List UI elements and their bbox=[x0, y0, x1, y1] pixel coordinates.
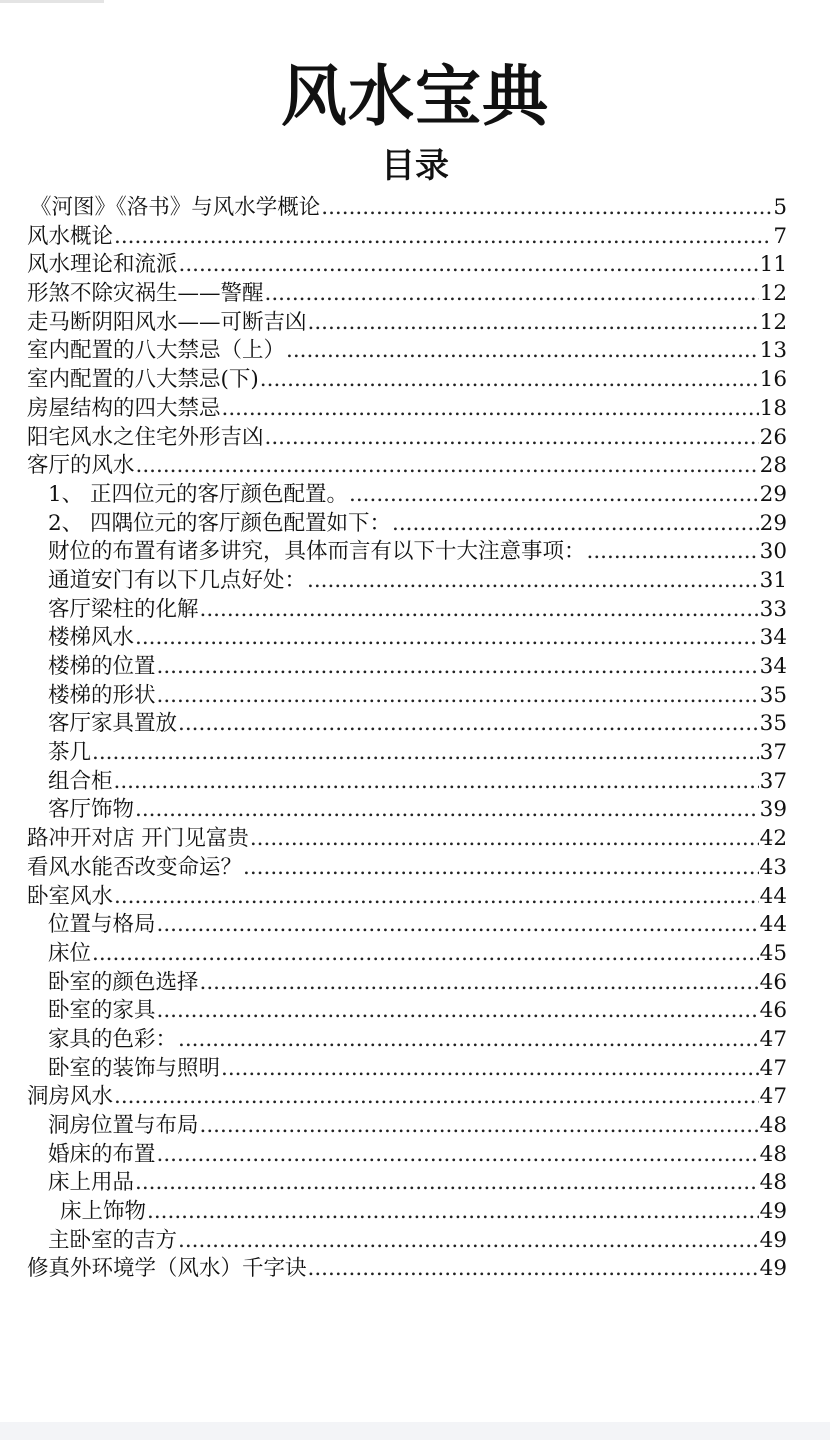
toc-page-number: 49 bbox=[759, 1199, 787, 1225]
toc-entry-title: 主卧室的吉方 bbox=[48, 1227, 178, 1253]
toc-page-number: 37 bbox=[759, 740, 787, 766]
toc-page-number: 43 bbox=[759, 854, 787, 880]
toc-entry[interactable] bbox=[0, 395, 830, 424]
toc-entry-title: 客厅梁柱的化解 bbox=[48, 596, 199, 622]
toc-entry-title: 2、 四隅位元的客厅颜色配置如下： bbox=[48, 510, 392, 536]
toc-dot-leader bbox=[157, 1141, 759, 1170]
toc-dot-leader bbox=[114, 883, 759, 912]
toc-entry[interactable] bbox=[0, 940, 830, 969]
toc-entry-title: 家具的色彩： bbox=[48, 1026, 178, 1052]
toc-entry-title: 茶几 bbox=[48, 740, 92, 766]
toc-page-number: 29 bbox=[759, 481, 787, 507]
toc-dot-leader bbox=[179, 251, 759, 280]
toc-page-number: 49 bbox=[759, 1256, 787, 1282]
toc-entry-title: 风水概论 bbox=[27, 223, 114, 249]
toc-dot-leader bbox=[265, 424, 759, 453]
toc-page-number: 26 bbox=[759, 424, 787, 450]
toc-entry[interactable] bbox=[0, 1255, 830, 1284]
viewer-bottom-bar bbox=[0, 1422, 830, 1440]
toc-entry[interactable] bbox=[0, 825, 830, 854]
toc-page-number: 47 bbox=[759, 1055, 787, 1081]
toc-entry-title: 风水理论和流派 bbox=[27, 252, 178, 278]
toc-dot-leader bbox=[136, 452, 759, 481]
toc-entry[interactable] bbox=[0, 653, 830, 682]
toc-entry[interactable] bbox=[0, 366, 830, 395]
toc-entry[interactable] bbox=[0, 1112, 830, 1141]
toc-entry[interactable] bbox=[0, 1141, 830, 1170]
toc-dot-leader bbox=[157, 653, 759, 682]
toc-page-number: 44 bbox=[759, 883, 787, 909]
toc-dot-leader bbox=[178, 1227, 759, 1256]
page-top-edge bbox=[0, 0, 104, 3]
toc-dot-leader bbox=[587, 538, 759, 567]
toc-entry-title: 修真外环境学（风水）千字诀 bbox=[27, 1256, 307, 1282]
toc-page-number: 29 bbox=[759, 510, 787, 536]
toc-entry[interactable] bbox=[0, 739, 830, 768]
toc-page-number: 39 bbox=[759, 797, 787, 823]
toc-entry[interactable] bbox=[0, 1026, 830, 1055]
document-title: 风水宝典 bbox=[281, 57, 549, 135]
toc-entry[interactable] bbox=[0, 1055, 830, 1084]
toc-entry-title: 洞房位置与布局 bbox=[48, 1113, 199, 1138]
toc-entry[interactable] bbox=[0, 969, 830, 998]
toc-entry[interactable] bbox=[0, 424, 830, 453]
toc-dot-leader bbox=[250, 825, 759, 854]
toc-page-number: 30 bbox=[759, 539, 787, 565]
toc-dot-leader bbox=[265, 280, 759, 309]
toc-entry-title: 财位的布置有诸多讲究，具体而言有以下十大注意事项： bbox=[48, 539, 586, 565]
toc-entry[interactable] bbox=[0, 309, 830, 338]
toc-entry-title: 路冲开对店 开门见富贵 bbox=[27, 826, 249, 852]
toc-entry-title: 组合柜 bbox=[48, 768, 113, 794]
toc-entry-title: 形煞不除灾祸生——警醒 bbox=[27, 281, 264, 307]
toc-entry-title: 看风水能否改变命运？ bbox=[27, 854, 243, 880]
toc-entry[interactable] bbox=[0, 538, 830, 567]
toc-entry-title: 室内配置的八大禁忌(下) bbox=[27, 367, 259, 393]
toc-entry-title: 房屋结构的四大禁忌 bbox=[27, 395, 221, 421]
toc-dot-leader bbox=[147, 1198, 759, 1227]
toc-page-number: 47 bbox=[759, 1026, 787, 1052]
toc-page-number: 49 bbox=[759, 1227, 787, 1253]
toc-entry[interactable] bbox=[0, 337, 830, 366]
toc-entry[interactable] bbox=[0, 854, 830, 883]
toc-dot-leader bbox=[114, 223, 772, 252]
toc-page-number: 16 bbox=[759, 367, 787, 393]
toc-entry[interactable] bbox=[0, 1169, 830, 1198]
toc-dot-leader bbox=[392, 510, 759, 539]
table-of-contents bbox=[0, 194, 830, 1284]
toc-dot-leader bbox=[157, 682, 759, 711]
toc-page-number: 48 bbox=[759, 1113, 787, 1138]
toc-entry[interactable] bbox=[0, 911, 830, 940]
toc-page-number: 37 bbox=[759, 768, 787, 794]
toc-heading: 目录 bbox=[381, 146, 449, 186]
toc-entry[interactable] bbox=[0, 251, 830, 280]
toc-page-number: 45 bbox=[759, 940, 787, 966]
toc-dot-leader bbox=[135, 796, 759, 825]
toc-page-number: 31 bbox=[759, 567, 787, 593]
toc-page-number: 42 bbox=[759, 826, 787, 852]
toc-entry-title: 楼梯风水 bbox=[48, 625, 135, 651]
toc-entry-title: 客厅的风水 bbox=[27, 453, 135, 479]
toc-page-number: 47 bbox=[759, 1084, 787, 1110]
toc-entry-title: 走马断阴阳风水——可断吉凶 bbox=[27, 309, 307, 335]
toc-entry-title: 床位 bbox=[48, 940, 92, 966]
toc-page-number: 35 bbox=[759, 682, 787, 708]
toc-entry[interactable] bbox=[0, 796, 830, 825]
toc-dot-leader bbox=[157, 911, 759, 940]
toc-dot-leader bbox=[157, 997, 759, 1026]
toc-entry[interactable] bbox=[0, 223, 830, 252]
toc-entry-title: 室内配置的八大禁忌（上） bbox=[27, 338, 286, 364]
toc-dot-leader bbox=[307, 567, 759, 596]
toc-page-number: 28 bbox=[759, 453, 787, 479]
toc-dot-leader bbox=[114, 768, 759, 797]
toc-page-number: 11 bbox=[759, 252, 787, 278]
toc-page-number: 7 bbox=[773, 223, 787, 249]
toc-dot-leader bbox=[286, 337, 759, 366]
toc-page-number: 46 bbox=[759, 998, 787, 1024]
toc-entry-title: 卧室风水 bbox=[27, 883, 114, 909]
toc-dot-leader bbox=[200, 596, 759, 625]
toc-dot-leader bbox=[92, 940, 759, 969]
toc-dot-leader bbox=[200, 1112, 759, 1141]
toc-entry-title: 1、 正四位元的客厅颜色配置。 bbox=[48, 481, 349, 507]
toc-entry-title: 卧室的装饰与照明 bbox=[48, 1055, 221, 1081]
toc-entry[interactable] bbox=[0, 624, 830, 653]
toc-dot-leader bbox=[114, 1083, 759, 1112]
toc-entry-title: 客厅饰物 bbox=[48, 797, 135, 823]
toc-dot-leader bbox=[178, 710, 759, 739]
toc-dot-leader bbox=[221, 1055, 759, 1084]
toc-dot-leader bbox=[308, 1255, 759, 1284]
toc-entry-title: 阳宅风水之住宅外形吉凶 bbox=[27, 424, 264, 450]
toc-dot-leader bbox=[200, 969, 759, 998]
toc-entry-title: 通道安门有以下几点好处： bbox=[48, 567, 307, 593]
toc-page-number: 48 bbox=[759, 1170, 787, 1196]
toc-entry-title: 床上饰物 bbox=[60, 1199, 147, 1225]
toc-entry[interactable] bbox=[0, 1083, 830, 1112]
toc-dot-leader bbox=[243, 854, 759, 883]
toc-page-number: 5 bbox=[773, 195, 787, 220]
toc-page-number: 46 bbox=[759, 969, 787, 995]
toc-dot-leader bbox=[222, 395, 759, 424]
toc-entry[interactable] bbox=[0, 510, 830, 539]
toc-entry-title: 楼梯的形状 bbox=[48, 682, 156, 708]
toc-page-number: 18 bbox=[759, 395, 787, 421]
toc-entry-title: 卧室的家具 bbox=[48, 998, 156, 1024]
toc-page-number: 35 bbox=[759, 711, 787, 737]
toc-entry-title: 楼梯的位置 bbox=[48, 654, 156, 679]
toc-page-number: 48 bbox=[759, 1141, 787, 1167]
toc-entry[interactable] bbox=[0, 997, 830, 1026]
toc-entry-title: 卧室的颜色选择 bbox=[48, 969, 199, 995]
toc-dot-leader bbox=[260, 366, 759, 395]
toc-dot-leader bbox=[92, 739, 759, 768]
toc-page-number: 12 bbox=[759, 309, 787, 335]
toc-page-number: 12 bbox=[759, 281, 787, 307]
toc-entry-title: 洞房风水 bbox=[27, 1084, 114, 1110]
toc-dot-leader bbox=[135, 1169, 759, 1198]
toc-page-number: 34 bbox=[759, 625, 787, 651]
toc-dot-leader bbox=[178, 1026, 759, 1055]
toc-dot-leader bbox=[308, 309, 759, 338]
toc-entry[interactable] bbox=[0, 1198, 830, 1227]
toc-entry[interactable] bbox=[0, 768, 830, 797]
toc-entry[interactable] bbox=[0, 567, 830, 596]
toc-dot-leader bbox=[349, 481, 759, 510]
toc-page-number: 33 bbox=[759, 596, 787, 622]
toc-page-number: 34 bbox=[759, 654, 787, 679]
toc-entry[interactable] bbox=[0, 682, 830, 711]
toc-entry[interactable] bbox=[0, 596, 830, 625]
toc-entry-title: 位置与格局 bbox=[48, 912, 156, 938]
toc-entry-title: 床上用品 bbox=[48, 1170, 135, 1196]
toc-entry[interactable] bbox=[0, 710, 830, 739]
toc-entry[interactable] bbox=[0, 481, 830, 510]
toc-entry-title: 婚床的布置 bbox=[48, 1141, 156, 1167]
toc-entry-title: 客厅家具置放 bbox=[48, 711, 178, 737]
toc-dot-leader bbox=[321, 194, 772, 223]
toc-entry-title: 《河图》《洛书》与风水学概论 bbox=[30, 195, 321, 220]
toc-entry[interactable] bbox=[0, 883, 830, 912]
toc-page-number: 44 bbox=[759, 912, 787, 938]
toc-page-number: 13 bbox=[759, 338, 787, 364]
toc-entry[interactable] bbox=[0, 194, 830, 223]
toc-entry[interactable] bbox=[0, 1227, 830, 1256]
toc-dot-leader bbox=[135, 624, 759, 653]
toc-entry[interactable] bbox=[0, 452, 830, 481]
toc-entry[interactable] bbox=[0, 280, 830, 309]
